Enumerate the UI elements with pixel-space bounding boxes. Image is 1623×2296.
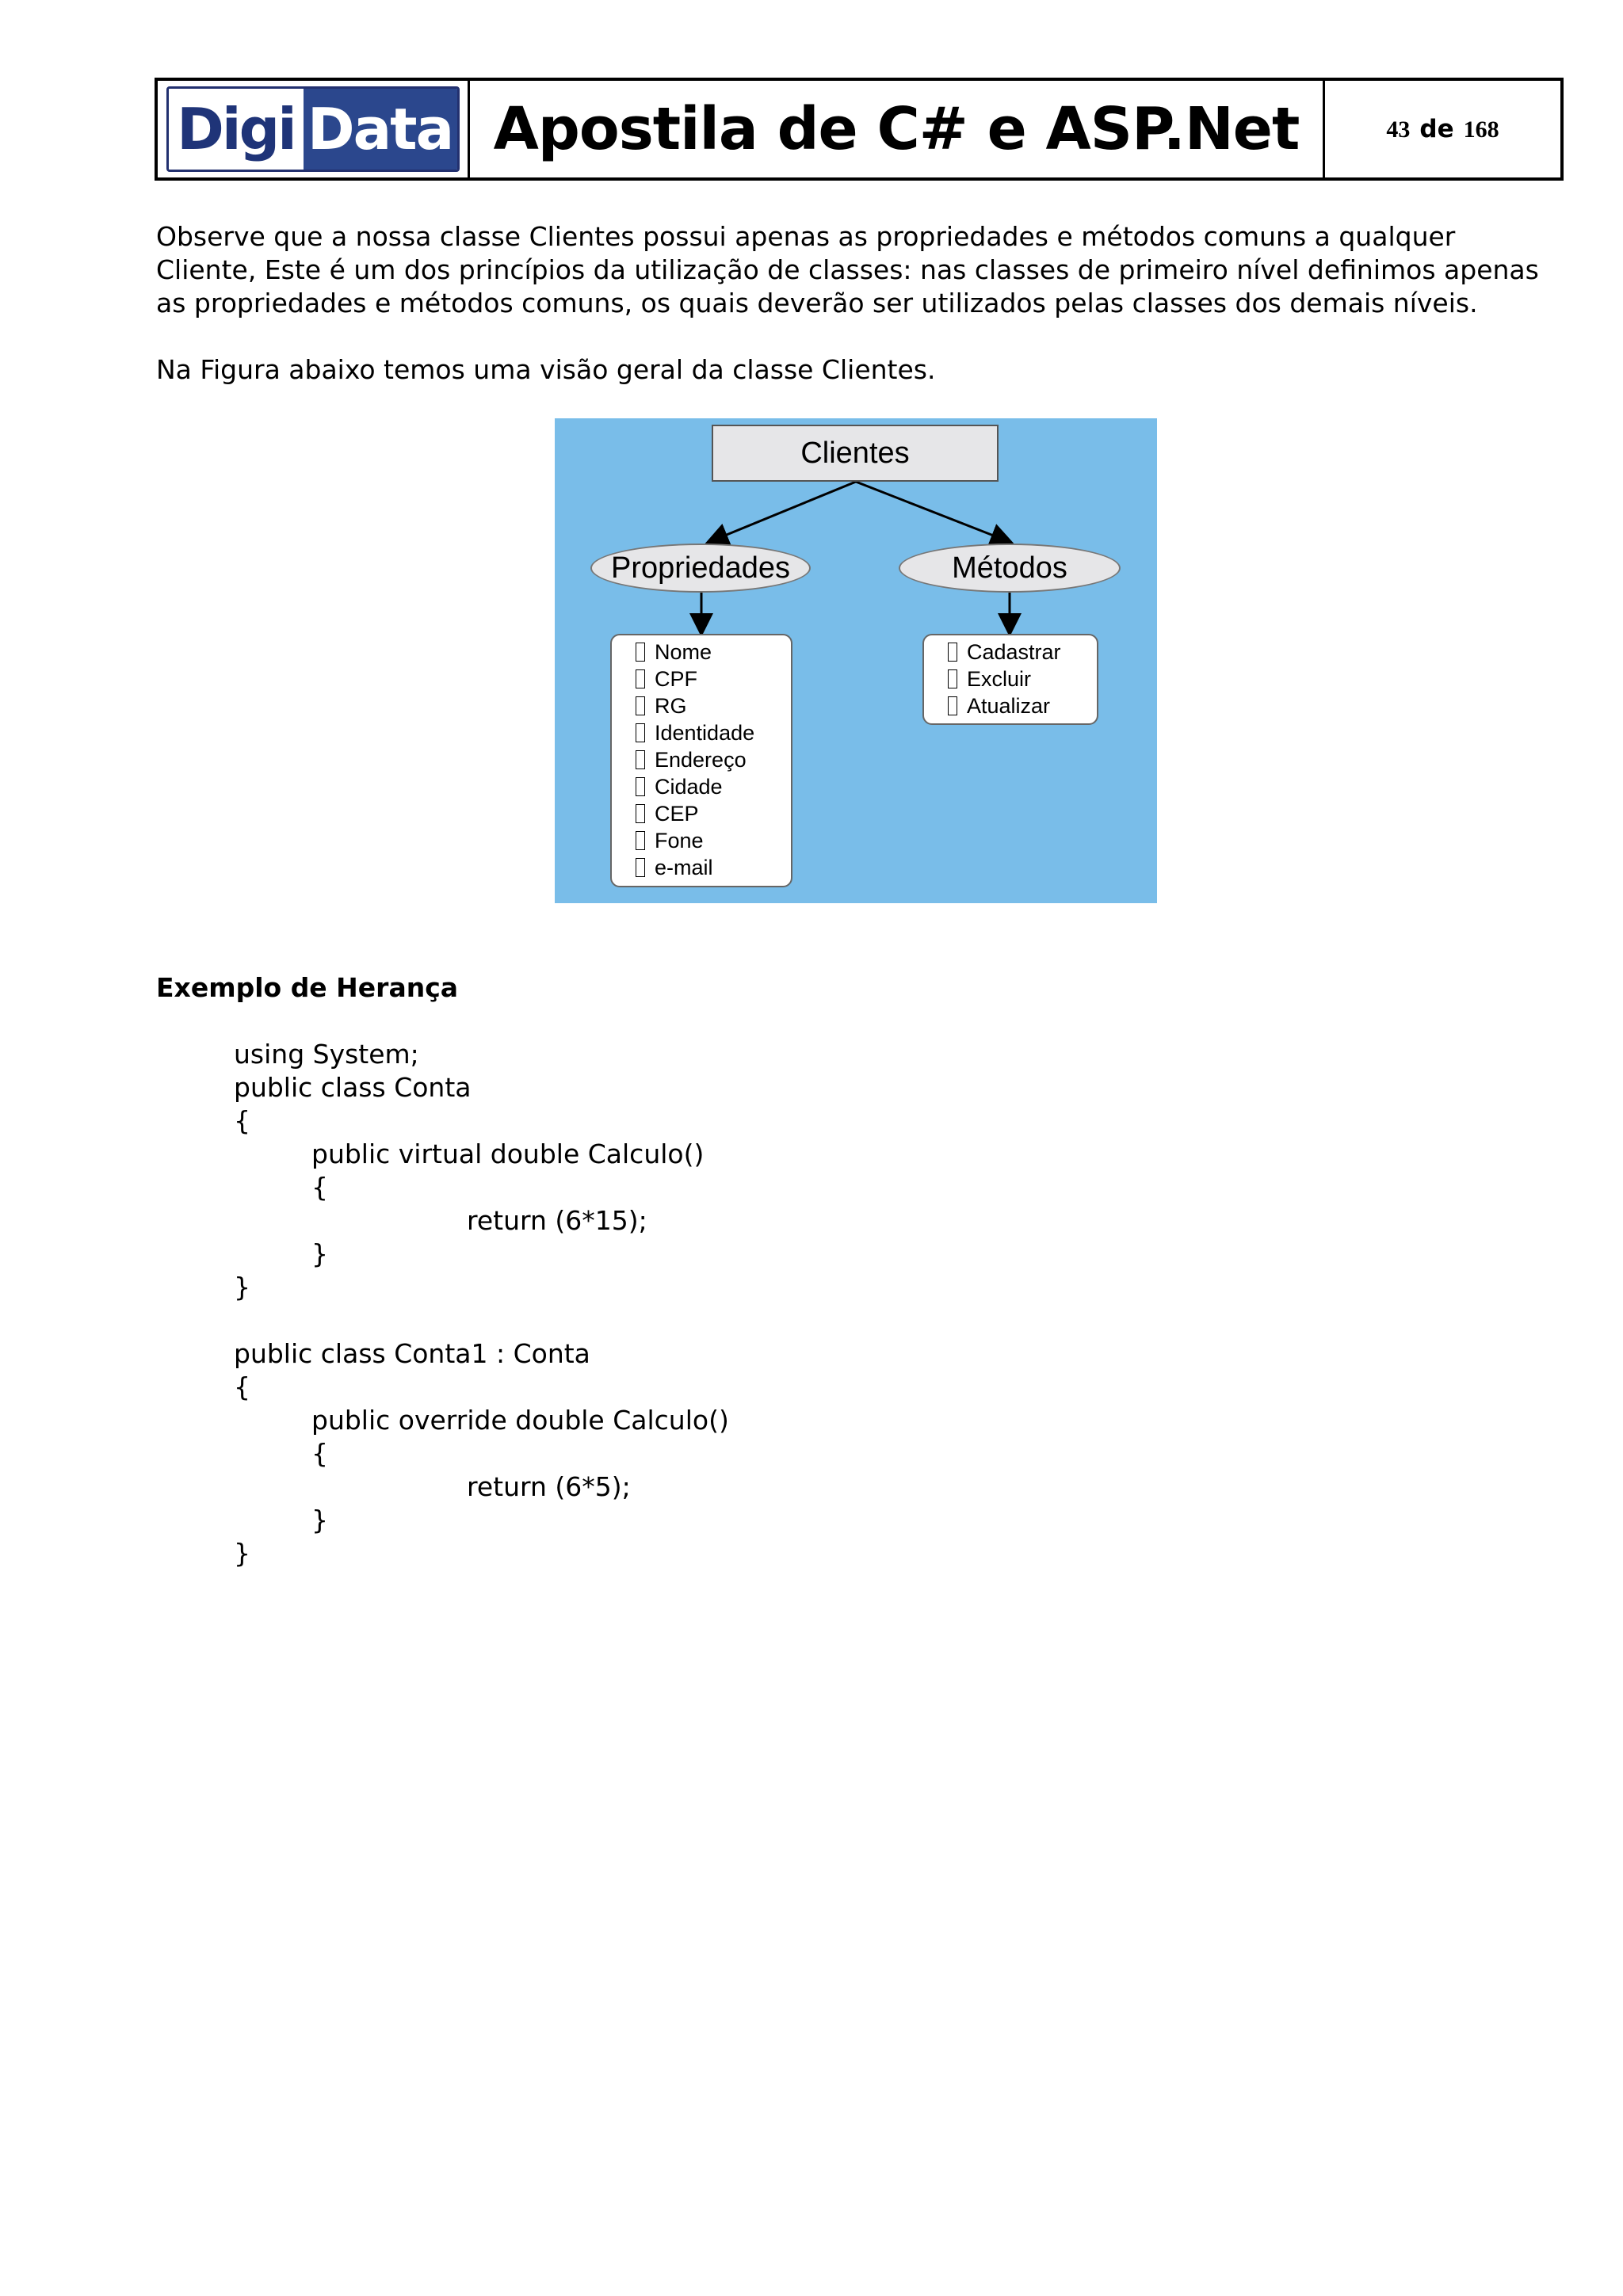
checkbox-bullet-icon [636,696,645,715]
digidata-logo [166,86,460,172]
code-listing [234,1038,729,1570]
checkbox-bullet-icon [636,723,645,742]
code-line: } [311,1505,328,1535]
logo-cell [158,81,470,177]
clientes-node: Clientes [712,425,999,482]
checkbox-bullet-icon [636,777,645,796]
checkbox-bullet-icon [636,831,645,850]
list-item: Nome [636,639,791,666]
code-line [234,1304,729,1337]
checkbox-bullet-icon [636,750,645,769]
document-title: Apostila de C# e ASP.Net [493,95,1300,163]
code-line: return (6*15); [467,1205,647,1236]
arrow-root-to-properties [709,482,856,542]
propriedades-node: Propriedades [590,543,811,593]
page-current: 43 [1386,116,1411,143]
list-item: CPF [636,666,791,692]
properties-list [610,634,792,887]
methods-list [922,634,1098,725]
list-item: Endereço [636,746,791,773]
list-item: Fone [636,827,791,854]
list-item: Identidade [636,719,791,746]
checkbox-bullet-icon [636,669,645,688]
list-item: Atualizar [948,692,1097,719]
list-item: CEP [636,800,791,827]
checkbox-bullet-icon [636,858,645,877]
list-item: Cidade [636,773,791,800]
code-line: public class Conta [234,1072,472,1103]
figure-caption-paragraph: Na Figura abaixo temos uma visão geral da classe Clientes. [156,354,936,385]
code-line: { [234,1105,250,1136]
page-number [1386,115,1499,143]
code-line: using System; [234,1039,419,1070]
page-total: 168 [1463,116,1499,143]
checkbox-bullet-icon [948,696,957,715]
code-line: } [234,1538,250,1569]
code-line: public override double Calculo() [311,1405,729,1436]
intro-paragraph: Observe que a nossa classe Clientes possui apenas as propriedades e métodos comuns a qualquer Cliente, Este é um dos princípios da utilização de classes: nas classes de primeiro nível definimos apenas as propriedades e métodos comuns, os quais deverão ser utilizados pelas classes dos demais níveis. [156,221,1539,318]
list-item: Excluir [948,666,1097,692]
checkbox-bullet-icon [948,669,957,688]
code-line: { [311,1438,328,1469]
list-item: e-mail [636,854,791,881]
code-line: { [311,1172,328,1203]
checkbox-bullet-icon [636,643,645,662]
logo-data-text: Data [304,89,457,170]
code-line: } [234,1272,250,1302]
list-item: RG [636,692,791,719]
page-header [155,78,1564,181]
code-line: return (6*5); [467,1471,631,1502]
metodos-node: Métodos [899,543,1121,593]
checkbox-bullet-icon [636,804,645,823]
code-line: public class Conta1 : Conta [234,1338,590,1369]
code-line: public virtual double Calculo() [311,1138,705,1169]
code-line: } [311,1238,328,1269]
section-heading: Exemplo de Herança [156,972,459,1003]
list-item: Cadastrar [948,639,1097,666]
code-line: { [234,1371,250,1402]
arrow-root-to-methods [856,482,1010,542]
page-number-cell [1325,81,1560,177]
title-cell [470,81,1325,177]
logo-digi-text: Digi [169,89,304,170]
clientes-class-diagram [555,418,1157,903]
page-separator: de [1419,115,1454,143]
checkbox-bullet-icon [948,643,957,662]
